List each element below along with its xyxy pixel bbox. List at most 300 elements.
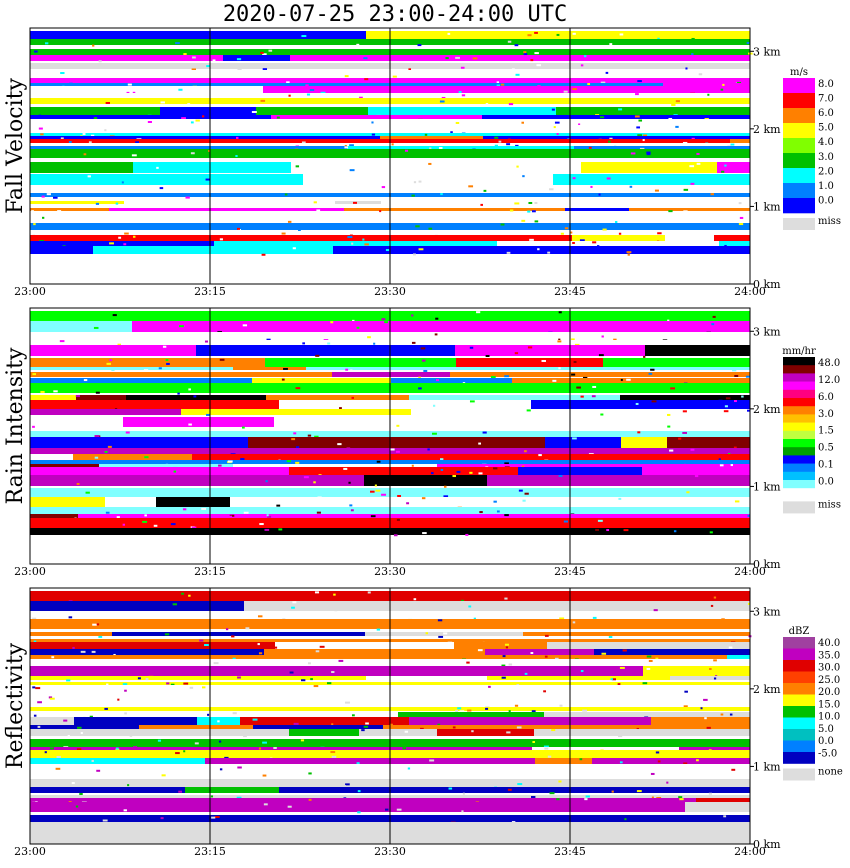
- fall-velocity-speckle: [237, 68, 241, 70]
- reflectivity-speckle: [231, 635, 234, 637]
- fall-velocity-speckle: [707, 94, 709, 96]
- rain-intensity-colorbar-swatch: [783, 431, 815, 440]
- reflectivity-speckle: [103, 820, 108, 822]
- fall-velocity-band: [30, 208, 109, 211]
- rain-intensity-speckle: [626, 379, 631, 381]
- reflectivity-band: [254, 676, 366, 680]
- fall-velocity-speckle: [187, 103, 190, 105]
- fall-velocity-band: [365, 139, 550, 143]
- reflectivity-speckle: [238, 762, 241, 764]
- reflectivity-speckle: [713, 659, 717, 661]
- fall-velocity-speckle: [523, 51, 526, 53]
- fall-velocity-band: [215, 83, 315, 86]
- rain-intensity-band: [325, 514, 535, 518]
- rain-intensity-speckle: [576, 387, 581, 389]
- reflectivity-band: [532, 747, 679, 750]
- reflectivity-speckle: [178, 791, 182, 793]
- reflectivity-speckle: [320, 646, 325, 648]
- reflectivity-speckle: [651, 773, 655, 775]
- rain-intensity-speckle: [538, 454, 541, 456]
- reflectivity-band: [30, 729, 289, 736]
- reflectivity-y-tick-label: 2 km: [753, 682, 781, 696]
- reflectivity-colorbar-swatch: [783, 729, 815, 741]
- rain-intensity-speckle: [695, 475, 698, 477]
- fall-velocity-speckle: [534, 52, 538, 54]
- rain-intensity-band: [279, 400, 531, 409]
- reflectivity-band: [621, 725, 750, 729]
- rain-intensity-band: [289, 467, 518, 475]
- fall-velocity-speckle: [522, 175, 524, 177]
- reflectivity-speckle: [301, 679, 305, 681]
- reflectivity-band: [116, 747, 267, 750]
- fall-velocity-speckle: [135, 141, 139, 143]
- fall-velocity-speckle: [252, 111, 257, 113]
- fall-velocity-speckle: [463, 167, 467, 169]
- reflectivity-speckle: [214, 662, 219, 664]
- rain-intensity-speckle: [422, 360, 426, 362]
- reflectivity-speckle: [551, 729, 555, 731]
- rain-intensity-band: [437, 464, 621, 467]
- rain-intensity-speckle: [377, 461, 381, 463]
- reflectivity-speckle: [709, 793, 712, 795]
- reflectivity-band: [74, 717, 197, 725]
- reflectivity-speckle: [181, 593, 184, 595]
- rain-intensity-speckle: [293, 432, 296, 434]
- rain-intensity-speckle: [384, 321, 388, 323]
- fall-velocity-speckle: [524, 53, 527, 55]
- fall-velocity-band: [565, 208, 629, 211]
- fall-velocity-y-tick-label: 1 km: [753, 200, 781, 214]
- fall-velocity-speckle: [123, 243, 126, 245]
- fall-velocity-speckle: [418, 44, 422, 46]
- fall-velocity-x-tick-label: 23:15: [194, 285, 226, 298]
- reflectivity-speckle: [32, 686, 35, 688]
- fall-velocity-speckle: [47, 193, 51, 195]
- rain-intensity-speckle: [678, 438, 681, 440]
- rain-intensity-speckle: [396, 425, 399, 427]
- fall-velocity-speckle: [609, 43, 612, 45]
- fall-velocity-speckle: [532, 210, 536, 212]
- rain-intensity-speckle: [674, 530, 676, 532]
- reflectivity-band: [523, 632, 740, 636]
- fall-velocity-speckle: [592, 241, 596, 243]
- reflectivity-band: [724, 696, 750, 707]
- rain-intensity-colorbar-swatch: [783, 390, 815, 399]
- reflectivity-band: [345, 798, 585, 802]
- rain-intensity-speckle: [159, 367, 162, 369]
- rain-intensity-band: [364, 475, 487, 486]
- fall-velocity-speckle: [277, 117, 280, 119]
- fall-velocity-band: [30, 146, 255, 149]
- rain-intensity-speckle: [77, 483, 80, 485]
- rain-intensity-speckle: [581, 396, 584, 398]
- rain-intensity-band: [512, 378, 750, 383]
- fall-velocity-speckle: [488, 75, 490, 77]
- fall-velocity-colorbar-swatch: [783, 78, 815, 93]
- fall-velocity-speckle: [564, 91, 568, 93]
- rain-intensity-band: [625, 409, 682, 415]
- rain-intensity-band: [345, 454, 500, 460]
- rain-intensity-band: [666, 321, 750, 332]
- fall-velocity-speckle: [691, 53, 693, 55]
- rain-intensity-speckle: [265, 480, 267, 482]
- reflectivity-band: [226, 712, 398, 717]
- reflectivity-band: [359, 729, 437, 736]
- rain-intensity-y-tick-label: 0 km: [753, 558, 781, 571]
- fall-velocity-speckle: [439, 147, 443, 149]
- fall-velocity-speckle: [206, 65, 209, 67]
- fall-velocity-speckle: [34, 51, 38, 53]
- reflectivity-colorbar-label: 30.0: [818, 662, 841, 674]
- reflectivity-speckle: [601, 653, 606, 655]
- rain-intensity-band: [655, 475, 750, 486]
- fall-velocity-band: [619, 214, 750, 223]
- fall-velocity-speckle: [191, 152, 195, 154]
- reflectivity-colorbar-swatch: [783, 741, 815, 753]
- rain-intensity-speckle: [433, 405, 435, 407]
- fall-velocity-speckle: [528, 202, 532, 204]
- fall-velocity-band: [572, 235, 665, 241]
- fall-velocity-speckle: [635, 115, 640, 117]
- reflectivity-speckle: [309, 799, 312, 801]
- fall-velocity-ylabel: Fall Velocity: [3, 78, 28, 214]
- fall-velocity-band: [315, 83, 375, 86]
- rain-intensity-speckle: [208, 411, 213, 413]
- fall-velocity-speckle: [683, 210, 687, 212]
- rain-intensity-speckle: [84, 379, 87, 381]
- rain-intensity-colorbar-label: 0.1: [818, 459, 834, 471]
- fall-velocity-colorbar-label: 3.0: [818, 151, 834, 163]
- rain-intensity-band: [391, 378, 512, 383]
- fall-velocity-band: [160, 107, 256, 115]
- reflectivity-colorbar-swatch: [783, 672, 815, 684]
- rain-intensity-band: [194, 378, 252, 383]
- reflectivity-band: [30, 802, 275, 812]
- fall-velocity-speckle: [282, 233, 286, 235]
- fall-velocity-speckle: [124, 233, 129, 235]
- rain-intensity-speckle: [315, 355, 319, 357]
- reflectivity-speckle: [463, 793, 465, 795]
- reflectivity-speckle: [532, 741, 535, 743]
- reflectivity-band: [740, 632, 750, 636]
- fall-velocity-speckle: [643, 139, 645, 141]
- reflectivity-band: [241, 666, 486, 676]
- fall-velocity-speckle: [590, 186, 592, 188]
- fall-velocity-speckle: [96, 203, 99, 205]
- rain-intensity-band: [30, 395, 76, 400]
- fall-velocity-speckle: [561, 233, 564, 235]
- rain-intensity-speckle: [264, 529, 269, 531]
- fall-velocity-speckle: [260, 52, 263, 54]
- reflectivity-colorbar-swatch: [783, 695, 815, 707]
- reflectivity-speckle: [259, 748, 261, 750]
- fall-velocity-speckle: [635, 93, 639, 95]
- fall-velocity-speckle: [192, 56, 196, 58]
- fall-velocity-band: [256, 107, 368, 115]
- rain-intensity-colorbar-label: 12.0: [818, 374, 841, 386]
- rain-intensity-speckle: [179, 325, 184, 327]
- reflectivity-band: [534, 729, 750, 736]
- reflectivity-band: [573, 601, 748, 611]
- rain-intensity-speckle: [528, 346, 532, 348]
- fall-velocity-speckle: [730, 144, 734, 146]
- reflectivity-speckle: [308, 772, 311, 774]
- reflectivity-speckle: [173, 603, 177, 605]
- reflectivity-speckle: [505, 644, 509, 646]
- reflectivity-speckle: [582, 710, 587, 712]
- rain-intensity-speckle: [339, 407, 342, 409]
- fall-velocity-speckle: [530, 59, 533, 61]
- reflectivity-speckle: [76, 806, 78, 808]
- rain-intensity-speckle: [431, 472, 434, 474]
- rain-intensity-speckle: [373, 343, 375, 345]
- fall-velocity-speckle: [379, 210, 381, 212]
- reflectivity-speckle: [531, 652, 534, 654]
- rain-intensity-speckle: [95, 457, 98, 459]
- fall-velocity-speckle: [676, 100, 680, 102]
- fall-velocity-speckle: [534, 202, 537, 204]
- rain-intensity-speckle: [497, 510, 500, 512]
- reflectivity-colorbar-swatch: [783, 752, 815, 764]
- reflectivity-speckle: [531, 796, 535, 798]
- fall-velocity-speckle: [94, 117, 97, 119]
- rain-intensity-colorbar-swatch: [783, 423, 815, 432]
- reflectivity-speckle: [92, 651, 96, 653]
- fall-velocity-speckle: [515, 44, 519, 46]
- fall-velocity-band: [484, 55, 572, 61]
- rain-intensity-speckle: [731, 464, 733, 466]
- rain-intensity-speckle: [524, 450, 527, 452]
- reflectivity-speckle: [139, 615, 142, 617]
- reflectivity-speckle: [714, 597, 716, 599]
- fall-velocity-speckle: [33, 223, 36, 225]
- rain-intensity-speckle: [244, 512, 249, 514]
- reflectivity-speckle: [81, 651, 86, 653]
- rain-intensity-speckle: [96, 392, 100, 394]
- fall-velocity-band: [93, 246, 333, 254]
- reflectivity-band: [184, 655, 337, 659]
- reflectivity-speckle: [624, 818, 626, 820]
- fall-velocity-speckle: [565, 227, 568, 229]
- rain-intensity-band: [645, 345, 750, 356]
- reflectivity-speckle: [634, 639, 638, 641]
- rain-intensity-band: [448, 367, 656, 370]
- fall-velocity-colorbar-swatch: [783, 108, 815, 123]
- rain-intensity-speckle: [367, 336, 371, 338]
- reflectivity-speckle: [643, 682, 648, 684]
- rain-intensity-speckle: [598, 520, 603, 522]
- reflectivity-speckle: [503, 655, 506, 657]
- reflectivity-speckle: [649, 660, 653, 662]
- rain-intensity-speckle: [491, 376, 496, 378]
- rain-intensity-speckle: [523, 500, 526, 502]
- rain-intensity-speckle: [574, 361, 577, 363]
- rain-intensity-speckle: [123, 524, 125, 526]
- fall-velocity-y-tick-label: 2 km: [753, 122, 781, 136]
- fall-velocity-band: [30, 201, 124, 204]
- reflectivity-speckle: [130, 735, 133, 737]
- fall-velocity-speckle: [386, 249, 389, 251]
- reflectivity-band: [552, 615, 681, 619]
- reflectivity-speckle: [365, 722, 369, 724]
- fall-velocity-speckle: [739, 202, 742, 204]
- fall-velocity-colorbar-swatch: [783, 153, 815, 168]
- rain-intensity-speckle: [691, 449, 695, 451]
- fall-velocity-band: [30, 55, 155, 61]
- reflectivity-speckle: [245, 627, 249, 629]
- rain-intensity-speckle: [667, 414, 670, 416]
- fall-velocity-speckle: [646, 152, 650, 154]
- reflectivity-speckle: [488, 686, 491, 688]
- reflectivity-speckle: [251, 784, 255, 786]
- rain-intensity-speckle: [327, 343, 330, 345]
- rain-intensity-band: [455, 345, 559, 356]
- fall-velocity-band: [497, 241, 719, 246]
- rain-intensity-band: [30, 454, 73, 460]
- reflectivity-y-tick-label: 0 km: [753, 838, 781, 851]
- fall-velocity-speckle: [237, 228, 240, 230]
- reflectivity-band: [30, 649, 264, 655]
- rain-intensity-band: [105, 497, 156, 507]
- rain-intensity-speckle: [215, 318, 219, 320]
- fall-velocity-colorbar-swatch: [783, 183, 815, 198]
- rain-intensity-speckle: [618, 498, 621, 500]
- fall-velocity-band: [223, 55, 290, 61]
- fall-velocity-band: [556, 107, 750, 115]
- reflectivity-speckle: [508, 789, 512, 791]
- fall-velocity-speckle: [580, 239, 585, 241]
- reflectivity-speckle: [352, 714, 355, 716]
- fall-velocity-speckle: [462, 94, 465, 96]
- fall-velocity-speckle: [631, 152, 636, 154]
- fall-velocity-speckle: [106, 102, 110, 104]
- reflectivity-speckle: [50, 698, 55, 700]
- fall-velocity-band: [445, 39, 547, 45]
- reflectivity-speckle: [361, 729, 364, 731]
- rain-intensity-speckle: [278, 528, 282, 530]
- fall-velocity-speckle: [689, 165, 694, 167]
- fall-velocity-band: [437, 63, 686, 69]
- rain-intensity-speckle: [312, 410, 315, 412]
- fall-velocity-speckle: [176, 147, 180, 149]
- rain-intensity-speckle: [558, 367, 560, 369]
- fall-velocity-colorbar: [783, 67, 841, 230]
- fall-velocity-colorbar-swatch: [783, 123, 815, 138]
- rain-intensity-speckle: [228, 460, 233, 462]
- fall-velocity-speckle: [392, 143, 394, 145]
- fall-velocity-speckle: [514, 202, 519, 204]
- reflectivity-speckle: [183, 683, 188, 685]
- rain-intensity-band: [181, 409, 411, 415]
- fall-velocity-speckle: [506, 143, 510, 145]
- reflectivity-band: [437, 729, 534, 736]
- reflectivity-ylabel: Reflectivity: [3, 642, 28, 770]
- reflectivity-speckle: [593, 617, 597, 619]
- rain-intensity-colorbar-label: 1.5: [818, 425, 834, 437]
- rain-intensity-speckle: [113, 314, 117, 316]
- rain-intensity-speckle: [126, 432, 130, 434]
- rain-intensity-band: [30, 372, 289, 377]
- rain-intensity-speckle: [229, 516, 232, 518]
- reflectivity-x-tick-label: 23:15: [194, 845, 226, 858]
- reflectivity-band: [30, 798, 140, 802]
- rain-intensity-speckle: [476, 372, 480, 374]
- rain-intensity-speckle: [117, 516, 120, 518]
- fall-velocity-speckle: [486, 103, 488, 105]
- fall-velocity-speckle: [529, 239, 534, 241]
- rain-intensity-speckle: [427, 448, 429, 450]
- fall-velocity-speckle: [53, 197, 58, 199]
- rain-intensity-band: [123, 417, 274, 427]
- fall-velocity-speckle: [285, 193, 288, 195]
- reflectivity-speckle: [679, 798, 683, 800]
- fall-velocity-band: [30, 115, 271, 119]
- fall-velocity-speckle: [45, 42, 48, 44]
- fall-velocity-speckle: [160, 177, 163, 179]
- reflectivity-speckle: [405, 731, 408, 733]
- fall-velocity-band: [153, 235, 340, 241]
- fall-velocity-speckle: [450, 131, 453, 133]
- fall-velocity-speckle: [573, 33, 576, 35]
- fall-velocity-speckle: [150, 99, 153, 101]
- fall-velocity-speckle: [307, 94, 310, 96]
- reflectivity-speckle: [485, 640, 488, 642]
- reflectivity-speckle: [429, 759, 434, 761]
- fall-velocity-speckle: [114, 75, 118, 77]
- fall-velocity-speckle: [362, 239, 364, 241]
- reflectivity-band: [342, 601, 478, 611]
- fall-velocity-colorbar-label: 6.0: [818, 108, 834, 120]
- reflectivity-speckle: [158, 740, 161, 742]
- fall-velocity-speckle: [39, 128, 43, 130]
- rain-intensity-colorbar-unit: mm/hr: [782, 346, 816, 357]
- rain-intensity-speckle: [201, 508, 206, 510]
- rain-intensity-speckle: [479, 511, 482, 513]
- fall-velocity-band: [30, 39, 164, 45]
- rain-intensity-colorbar-label: 3.0: [818, 408, 834, 420]
- fall-velocity-speckle: [655, 190, 659, 192]
- reflectivity-speckle: [291, 607, 295, 609]
- fall-velocity-speckle: [415, 225, 419, 227]
- reflectivity-speckle: [666, 782, 668, 784]
- rain-intensity-speckle: [343, 468, 347, 470]
- rain-intensity-speckle: [519, 490, 523, 492]
- reflectivity-speckle: [240, 785, 243, 787]
- reflectivity-speckle: [721, 714, 724, 716]
- fall-velocity-speckle: [393, 76, 397, 78]
- fall-velocity-speckle: [637, 134, 642, 136]
- reflectivity-speckle: [37, 701, 42, 703]
- rain-intensity-speckle: [95, 435, 100, 437]
- fall-velocity-speckle: [628, 254, 630, 256]
- rain-intensity-band: [545, 437, 621, 448]
- fall-velocity-band: [482, 115, 581, 119]
- reflectivity-speckle: [703, 632, 706, 634]
- fall-velocity-band: [340, 235, 572, 241]
- reflectivity-speckle: [675, 643, 678, 645]
- reflectivity-speckle: [586, 795, 590, 797]
- reflectivity-speckle: [678, 796, 682, 798]
- reflectivity-speckle: [509, 663, 512, 665]
- rain-intensity-speckle: [291, 438, 295, 440]
- rain-intensity-speckle: [440, 458, 443, 460]
- rain-intensity-speckle: [205, 341, 208, 343]
- fall-velocity-speckle: [183, 53, 186, 55]
- rain-intensity-speckle: [171, 523, 176, 525]
- reflectivity-speckle: [647, 668, 651, 670]
- rain-intensity-speckle: [276, 425, 281, 427]
- rain-intensity-speckle: [711, 323, 714, 325]
